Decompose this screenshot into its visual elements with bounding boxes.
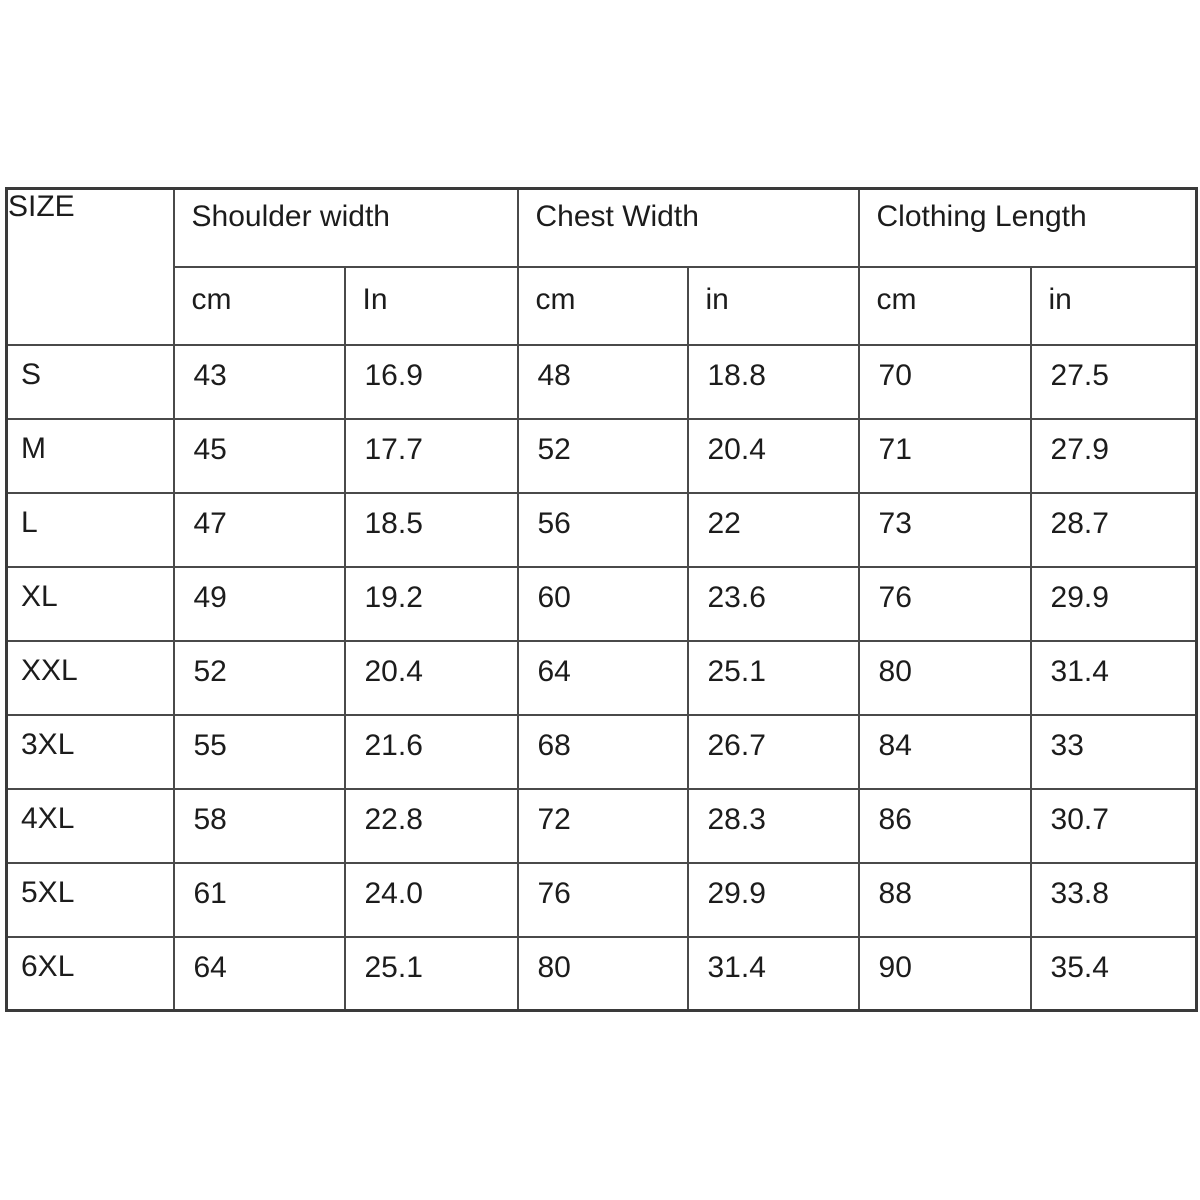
group-header-chest-width: Chest Width <box>518 189 859 267</box>
measurement-cell: 28.7 <box>1031 493 1197 567</box>
measurement-cell: 70 <box>859 345 1031 419</box>
unit-header-clothing-cm: cm <box>859 267 1031 345</box>
measurement-cell: 18.8 <box>688 345 859 419</box>
table-row <box>7 641 1197 715</box>
measurement-cell: 71 <box>859 419 1031 493</box>
measurement-cell: 29.9 <box>688 863 859 937</box>
measurement-cell: 76 <box>518 863 688 937</box>
measurement-cell: 22 <box>688 493 859 567</box>
measurement-cell: 20.4 <box>345 641 518 715</box>
unit-header-chest-in: in <box>688 267 859 345</box>
size-label: XL <box>7 567 174 641</box>
measurement-cell: 29.9 <box>1031 567 1197 641</box>
size-label: S <box>7 345 174 419</box>
measurement-cell: 64 <box>174 937 345 1011</box>
measurement-cell: 86 <box>859 789 1031 863</box>
size-label: 5XL <box>7 863 174 937</box>
group-header-shoulder-width: Shoulder width <box>174 189 518 267</box>
measurement-cell: 20.4 <box>688 419 859 493</box>
measurement-cell: 52 <box>174 641 345 715</box>
measurement-cell: 80 <box>859 641 1031 715</box>
measurement-cell: 73 <box>859 493 1031 567</box>
measurement-cell: 76 <box>859 567 1031 641</box>
measurement-cell: 33 <box>1031 715 1197 789</box>
size-label: 3XL <box>7 715 174 789</box>
measurement-cell: 61 <box>174 863 345 937</box>
size-column-header: SIZE <box>7 189 174 345</box>
measurement-cell: 28.3 <box>688 789 859 863</box>
unit-header-shoulder-in: In <box>345 267 518 345</box>
measurement-cell: 68 <box>518 715 688 789</box>
measurement-cell: 21.6 <box>345 715 518 789</box>
measurement-cell: 52 <box>518 419 688 493</box>
table-row <box>7 789 1197 863</box>
unit-header-row <box>7 267 1197 345</box>
measurement-cell: 45 <box>174 419 345 493</box>
measurement-cell: 47 <box>174 493 345 567</box>
table-row <box>7 493 1197 567</box>
measurement-cell: 30.7 <box>1031 789 1197 863</box>
measurement-cell: 22.8 <box>345 789 518 863</box>
measurement-cell: 55 <box>174 715 345 789</box>
measurement-cell: 16.9 <box>345 345 518 419</box>
table-row <box>7 863 1197 937</box>
unit-header-clothing-in: in <box>1031 267 1197 345</box>
size-label: M <box>7 419 174 493</box>
table-row <box>7 567 1197 641</box>
measurement-cell: 31.4 <box>688 937 859 1011</box>
unit-header-chest-cm: cm <box>518 267 688 345</box>
measurement-cell: 88 <box>859 863 1031 937</box>
measurement-cell: 19.2 <box>345 567 518 641</box>
size-label: XXL <box>7 641 174 715</box>
measurement-cell: 31.4 <box>1031 641 1197 715</box>
measurement-cell: 35.4 <box>1031 937 1197 1011</box>
measurement-cell: 90 <box>859 937 1031 1011</box>
measurement-cell: 80 <box>518 937 688 1011</box>
measurement-cell: 23.6 <box>688 567 859 641</box>
measurement-cell: 60 <box>518 567 688 641</box>
table-row <box>7 345 1197 419</box>
measurement-cell: 48 <box>518 345 688 419</box>
measurement-cell: 27.5 <box>1031 345 1197 419</box>
size-label: L <box>7 493 174 567</box>
table-row <box>7 715 1197 789</box>
size-label: 4XL <box>7 789 174 863</box>
measurement-cell: 64 <box>518 641 688 715</box>
measurement-cell: 33.8 <box>1031 863 1197 937</box>
unit-header-shoulder-cm: cm <box>174 267 345 345</box>
measurement-cell: 72 <box>518 789 688 863</box>
measurement-cell: 84 <box>859 715 1031 789</box>
measurement-cell: 26.7 <box>688 715 859 789</box>
measurement-cell: 17.7 <box>345 419 518 493</box>
measurement-cell: 56 <box>518 493 688 567</box>
measurement-cell: 25.1 <box>345 937 518 1011</box>
measurement-cell: 58 <box>174 789 345 863</box>
measurement-cell: 24.0 <box>345 863 518 937</box>
size-chart-table <box>5 187 1198 1012</box>
measurement-cell: 27.9 <box>1031 419 1197 493</box>
measurement-cell: 43 <box>174 345 345 419</box>
measurement-cell: 49 <box>174 567 345 641</box>
table-row <box>7 419 1197 493</box>
table-row <box>7 937 1197 1011</box>
measurement-cell: 25.1 <box>688 641 859 715</box>
size-label: 6XL <box>7 937 174 1011</box>
measurement-cell: 18.5 <box>345 493 518 567</box>
group-header-row <box>7 189 1197 267</box>
group-header-clothing-length: Clothing Length <box>859 189 1197 267</box>
